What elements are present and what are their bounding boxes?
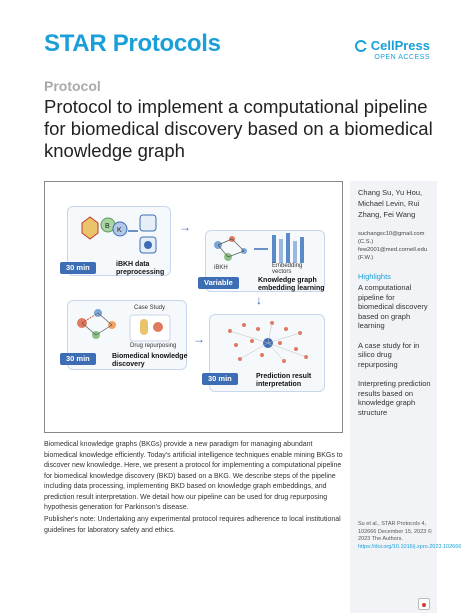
author-list: Chang Su, Yu Hou, Michael Levin, Rui Zhang, Fei Wang xyxy=(358,188,423,219)
cellpress-logo xyxy=(355,38,430,61)
panel1-time-badge: 30 min xyxy=(60,262,96,274)
open-access-label: OPEN ACCESS xyxy=(374,54,430,61)
molecule-icons xyxy=(68,207,172,267)
arrow-icon: → xyxy=(254,295,268,307)
panel2-time-badge: Variable xyxy=(198,277,239,289)
panel-result-interpretation xyxy=(209,314,325,392)
article-sidebar xyxy=(350,181,462,613)
panel2-source: iBKH xyxy=(214,265,228,271)
panel4-label: Prediction result interpretation xyxy=(256,373,312,388)
article-type: Protocol xyxy=(44,78,101,94)
graphical-abstract xyxy=(44,181,343,433)
journal-name: STAR Protocols xyxy=(44,30,221,57)
citation-text: Su et al., STAR Protocols 4, 102666 December 15, 2023 © 2023 The Authors. xyxy=(358,521,432,542)
panel2-target: Embedding vectors xyxy=(272,263,303,275)
highlight-item: A case study for in silico drug repurposing xyxy=(358,340,420,369)
highlight-item: A computational pipeline for biomedical discovery based on graph learning xyxy=(358,283,428,330)
arrow-icon: → xyxy=(179,220,191,234)
panel3-task: Drug repurposing xyxy=(130,343,177,349)
svg-text:K: K xyxy=(117,227,122,234)
abstract-text: Biomedical knowledge graphs (BKGs) provide a new paradigm for managing abundant biomedical knowledge efficiently. Today's artificial intelligence techniques enable mining BKGs to discover new knowledge. Here, we present a protocol for implementing a computational pipeline for biomedical knowledge discovery (BKD) based on a BKG. We describe steps of the pipeline including data processing, implementing BKD based on knowledge graph embeddings, and prediction result interpretation. We detail how our pipeline can be used for drug repurposing hypothesis generation for Parkinson's disease. xyxy=(44,441,343,511)
arrow-icon: → xyxy=(193,332,205,346)
panel3-time-badge: 30 min xyxy=(60,353,96,365)
panel-knowledge-discovery xyxy=(67,300,187,370)
panel-data-preprocessing xyxy=(67,206,171,276)
check-for-updates-icon[interactable] xyxy=(418,598,430,610)
highlights-heading: Highlights xyxy=(358,272,391,281)
interpretation-network-icon xyxy=(210,315,326,373)
article-title: Protocol to implement a computational pipeline for biomedical discovery based on a biomedical knowledge graph xyxy=(44,96,433,161)
publisher-name: CellPress xyxy=(370,38,430,53)
svg-text:B: B xyxy=(105,223,110,230)
panel4-time-badge: 30 min xyxy=(202,373,238,385)
corresponding-emails[interactable]: suchangsc10@gmail.com (C.S.) few2001@med.cornell.edu (F.W.) xyxy=(358,231,428,261)
panel3-label: Biomedical knowledge discovery xyxy=(112,353,188,368)
doi-link[interactable]: https://doi.org/10.1016/j.xpro.2023.102666 xyxy=(358,543,462,550)
panel3-case: Case Study xyxy=(134,305,166,311)
panel2-label: Knowledge graph embedding learning xyxy=(258,277,325,292)
cellpress-logo-icon xyxy=(355,40,367,52)
citation-block xyxy=(358,521,462,551)
panel-embedding-learning xyxy=(205,230,325,292)
panel1-label: iBKH data preprocessing xyxy=(116,261,165,276)
publisher-note: Publisher's note: Undertaking any experimental protocol requires adherence to local institutional guidelines for laboratory safety and ethics. xyxy=(44,516,341,534)
highlight-item: Interpreting prediction results based on knowledge graph structure xyxy=(358,379,431,417)
